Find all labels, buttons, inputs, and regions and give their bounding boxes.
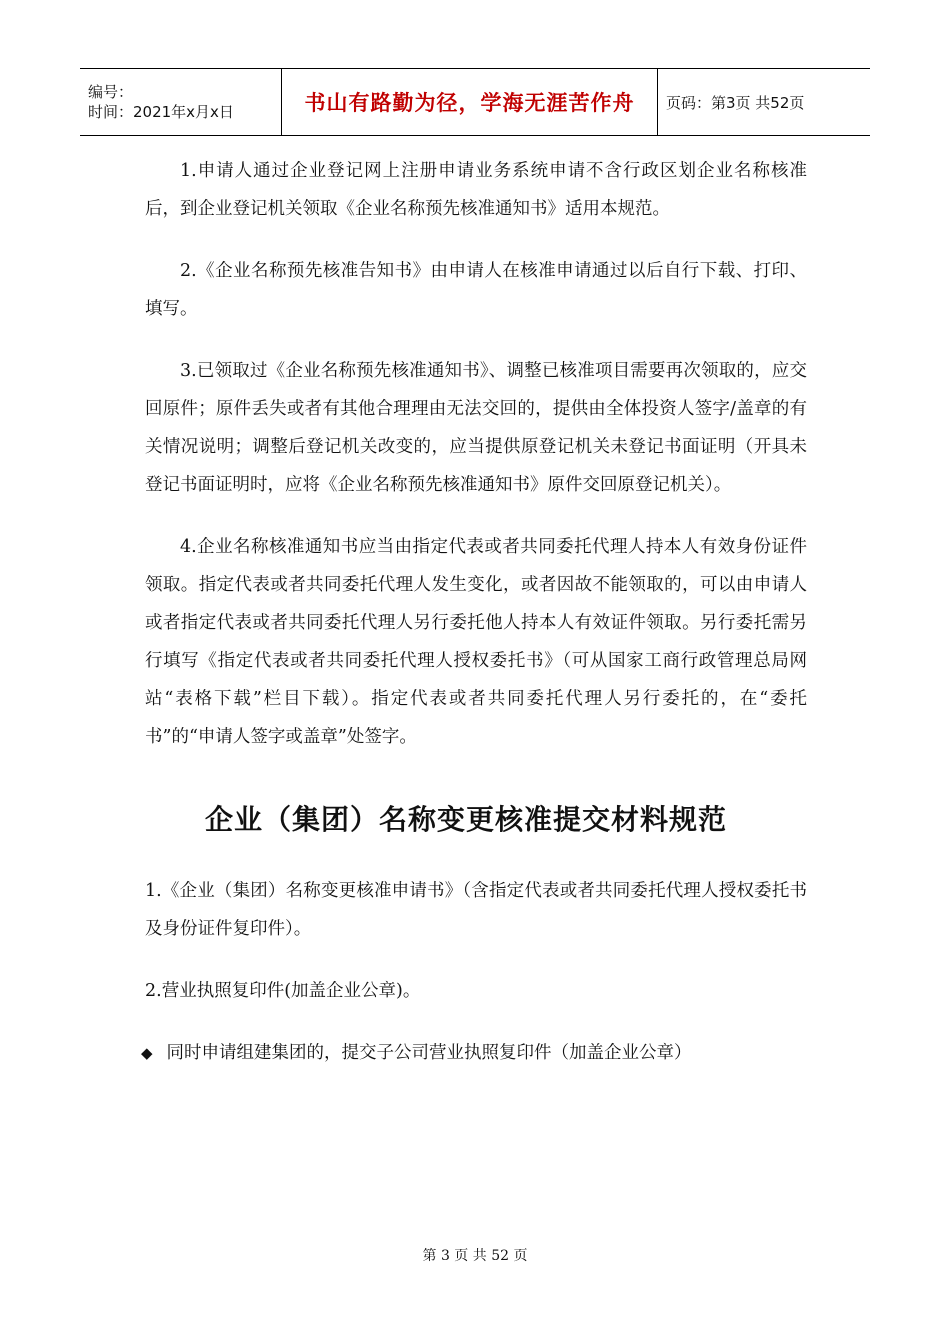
section-item-1: 1.《企业（集团）名称变更核准申请书》（含指定代表或者共同委托代理人授权委托书及身份证件复印件）。 [145, 881, 807, 939]
header-motto: 书山有路勤为径，学海无涯苦作舟 [282, 69, 658, 135]
header-page-code: 页码：第3页 共52页 [666, 93, 805, 112]
document-number-label: 编号： [88, 83, 134, 101]
header-meta [80, 69, 282, 135]
page-header [80, 68, 870, 136]
paragraph-1: 1.申请人通过企业登记网上注册申请业务系统申请不含行政区划企业名称核准后，到企业登记机关领取《企业名称预先核准通知书》适用本规范。 [145, 161, 807, 219]
section-item-2: 2.营业执照复印件(加盖企业公章)。 [145, 981, 421, 1001]
bullet-item [141, 1034, 807, 1072]
section-title: 企业（集团）名称变更核准提交材料规范 [204, 803, 727, 836]
page-footer: 第 3 页 共 52 页 [422, 1248, 528, 1264]
bullet-text: 同时申请组建集团的，提交子公司营业执照复印件（加盖企业公章） [166, 1043, 692, 1063]
paragraph-4: 4.企业名称核准通知书应当由指定代表或者共同委托代理人持本人有效身份证件领取。指定代表或者共同委托代理人发生变化，或者因故不能领取的，可以由申请人或者指定代表或者共同委托代理人另行委托他人持本人有效证件领取。另行委托需另行填写《指定代表或者共同委托代理人授权委托书》（可从国家工商行政管理总局网站“表格下载”栏目下载）。指定代表或者共同委托代理人另行委托的，在“委托书”的“申请人签字或盖章”处签字。 [145, 537, 807, 747]
document-date: 时间：2021年x月x日 [88, 103, 234, 121]
diamond-bullet-icon: ◆ [141, 1044, 153, 1062]
paragraph-3: 3.已领取过《企业名称预先核准通知书》、调整已核准项目需要再次领取的，应交回原件；原件丢失或者有其他合理理由无法交回的，提供由全体投资人签字/盖章的有关情况说明；调整后登记机关改变的，应当提供原登记机关未登记书面证明（开具未登记书面证明时，应将《企业名称预先核准通知书》原件交回原登记机关）。 [145, 361, 807, 495]
paragraph-2: 2.《企业名称预先核准告知书》由申请人在核准申请通过以后自行下载、打印、填写。 [145, 261, 807, 319]
document-body [141, 152, 807, 1072]
